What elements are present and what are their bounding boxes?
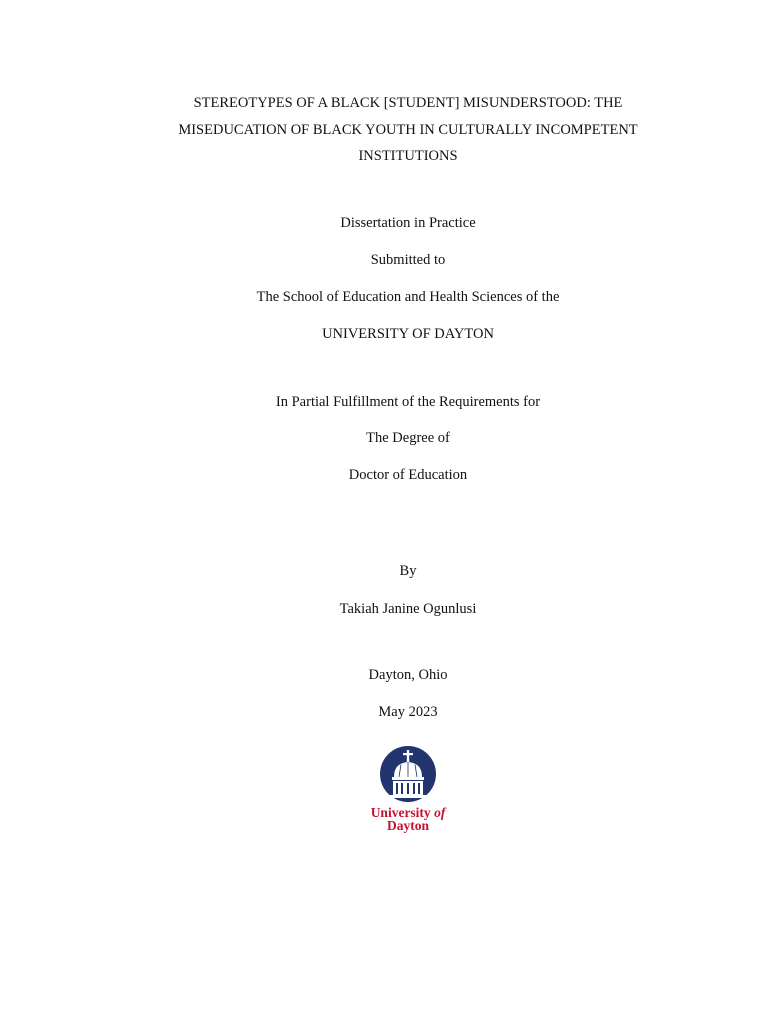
university-logo xyxy=(364,746,452,836)
degree-of-line: The Degree of xyxy=(366,430,450,446)
logo-word-dayton: Dayton xyxy=(386,818,429,833)
location: Dayton, Ohio xyxy=(368,667,448,683)
university-name: UNIVERSITY OF DAYTON xyxy=(322,326,494,342)
document-type: Dissertation in Practice xyxy=(340,215,476,231)
logo-line-2 xyxy=(364,819,452,832)
logo-word-university: University xyxy=(370,805,431,820)
title-line-3: INSTITUTIONS xyxy=(358,148,458,164)
author-name: Takiah Janine Ogunlusi xyxy=(339,601,477,617)
degree-name: Doctor of Education xyxy=(348,467,468,483)
fulfillment-line: In Partial Fulfillment of the Requirements for xyxy=(275,394,541,410)
title-line-2: MISEDUCATION OF BLACK YOUTH IN CULTURALLY INCOMPETENT xyxy=(178,122,638,138)
dome-seal-icon xyxy=(364,746,452,808)
title-line-1: STEREOTYPES OF A BLACK [STUDENT] MISUNDERSTOOD: THE xyxy=(193,95,623,111)
school-name: The School of Education and Health Sciences of the xyxy=(256,289,560,305)
date: May 2023 xyxy=(378,704,438,720)
submitted-to: Submitted to xyxy=(370,252,446,268)
by-label: By xyxy=(399,563,417,579)
logo-word-of: of xyxy=(434,805,446,820)
